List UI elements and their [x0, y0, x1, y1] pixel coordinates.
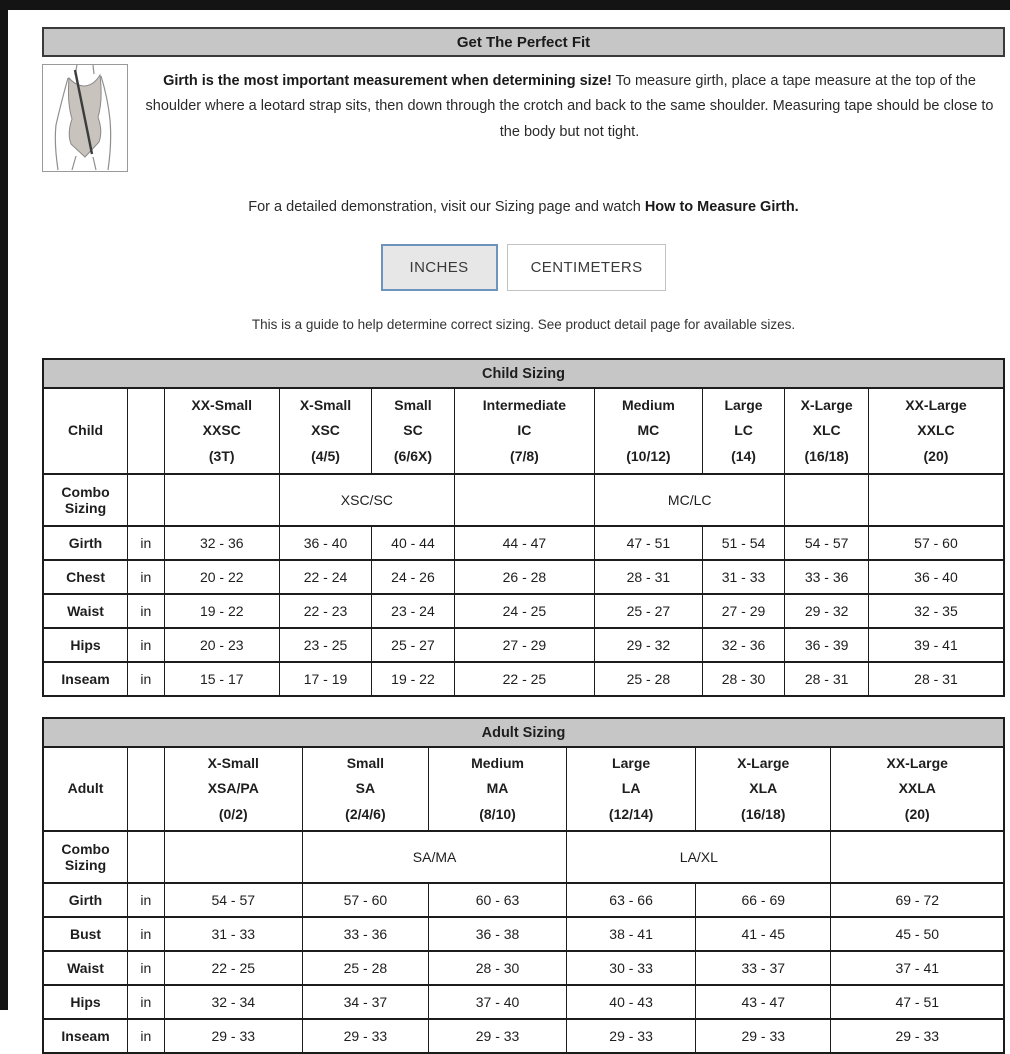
- row-label: Inseam: [43, 1019, 128, 1053]
- size-range-cell: 25 - 27: [372, 628, 455, 662]
- combo-sizing-label: Combo Sizing: [43, 831, 128, 883]
- size-range-cell: 37 - 41: [831, 951, 1004, 985]
- sizing-page-note: [42, 199, 1005, 215]
- unit-cell: in: [128, 594, 165, 628]
- size-range-cell: 28 - 30: [428, 951, 566, 985]
- unit-cell: in: [128, 951, 165, 985]
- size-range-cell: 19 - 22: [372, 662, 455, 696]
- size-numbers: (20): [923, 447, 949, 464]
- leotard-girth-diagram: [42, 64, 128, 172]
- size-range-cell: 19 - 22: [164, 594, 279, 628]
- unit-cell: in: [128, 1019, 165, 1053]
- centimeters-button[interactable]: CENTIMETERS: [507, 244, 667, 291]
- window-left-edge: [0, 10, 8, 1010]
- size-name: Large: [724, 397, 763, 414]
- girth-instructions-lead: Girth is the most important measurement when determining size!: [163, 73, 612, 89]
- size-name: Medium: [621, 397, 675, 414]
- combo-group-cell: SA/MA: [302, 831, 566, 883]
- size-name: Large: [612, 755, 651, 772]
- empty-cell: [454, 474, 594, 526]
- size-range-cell: 27 - 29: [702, 594, 785, 628]
- size-range-cell: 29 - 33: [567, 1019, 696, 1053]
- unit-toggle: [42, 244, 1005, 291]
- unit-header-cell: [128, 747, 165, 831]
- row-label: Hips: [43, 628, 128, 662]
- size-range-cell: 22 - 23: [279, 594, 371, 628]
- size-range-cell: 20 - 23: [164, 628, 279, 662]
- size-name: Medium: [471, 755, 524, 772]
- size-range-cell: 23 - 25: [279, 628, 371, 662]
- child-corner-label: Child: [43, 388, 128, 474]
- empty-cell: [164, 831, 302, 883]
- size-numbers: (20): [904, 805, 930, 822]
- size-range-cell: 29 - 33: [164, 1019, 302, 1053]
- sizing-guide-page: [42, 27, 1005, 1054]
- size-range-cell: 26 - 28: [454, 560, 594, 594]
- size-numbers: (12/14): [608, 805, 654, 822]
- size-numbers: (4/5): [311, 447, 340, 464]
- size-code: XXLC: [917, 422, 955, 439]
- column-header-xsa: [164, 747, 302, 831]
- size-range-cell: 36 - 40: [868, 560, 1004, 594]
- size-code: XLC: [812, 422, 841, 439]
- size-range-cell: 60 - 63: [428, 883, 566, 917]
- size-code: LC: [734, 422, 753, 439]
- size-numbers: (3T): [208, 447, 235, 464]
- size-code: XSA/PA: [207, 780, 259, 797]
- size-range-cell: 36 - 39: [785, 628, 869, 662]
- combo-group-cell: LA/XL: [567, 831, 831, 883]
- size-numbers: (8/10): [479, 805, 516, 822]
- unit-cell: in: [128, 526, 165, 560]
- size-range-cell: 17 - 19: [279, 662, 371, 696]
- size-range-cell: 40 - 43: [567, 985, 696, 1019]
- column-header-xxsc: [164, 388, 279, 474]
- size-range-cell: 29 - 33: [695, 1019, 831, 1053]
- empty-cell: [128, 474, 165, 526]
- unit-cell: in: [128, 662, 165, 696]
- column-header-sa: [302, 747, 428, 831]
- size-code: IC: [517, 422, 532, 439]
- size-name: Small: [394, 397, 432, 414]
- child-table-title: Child Sizing: [43, 359, 1004, 388]
- column-header-lc: [702, 388, 785, 474]
- size-numbers: (6/6X): [393, 447, 433, 464]
- size-range-cell: 51 - 54: [702, 526, 785, 560]
- size-name: X-Large: [800, 397, 853, 414]
- size-range-cell: 41 - 45: [695, 917, 831, 951]
- size-range-cell: 24 - 25: [454, 594, 594, 628]
- page-title-bar: [42, 27, 1005, 57]
- size-name: X-Small: [299, 397, 352, 414]
- column-header-xsc: [279, 388, 371, 474]
- row-label: Girth: [43, 526, 128, 560]
- size-code: XSC: [311, 422, 340, 439]
- unit-cell: in: [128, 560, 165, 594]
- demo-note-bold: How to Measure Girth.: [644, 199, 799, 215]
- page-title: Get The Perfect Fit: [456, 33, 591, 51]
- size-range-cell: 33 - 36: [302, 917, 428, 951]
- empty-cell: [831, 831, 1004, 883]
- girth-instructions-body: To measure girth, place a tape measure at the top of the shoulder where a leotard strap sits, then down through the crotch and back to the same shoulder. Measuring tape should be close to the body but not tight.: [145, 73, 994, 140]
- adult-corner-label: Adult: [43, 747, 128, 831]
- size-range-cell: 32 - 34: [164, 985, 302, 1019]
- combo-sizing-label: Combo Sizing: [43, 474, 128, 526]
- size-range-cell: 22 - 25: [164, 951, 302, 985]
- column-header-mc: [595, 388, 703, 474]
- row-label: Hips: [43, 985, 128, 1019]
- size-range-cell: 22 - 24: [279, 560, 371, 594]
- girth-instructions: [128, 64, 1005, 172]
- demo-note-text: For a detailed demonstration, visit our Sizing page and watch: [248, 199, 645, 215]
- column-header-la: [567, 747, 696, 831]
- size-range-cell: 25 - 28: [595, 662, 703, 696]
- size-numbers: (2/4/6): [345, 805, 386, 822]
- size-range-cell: 63 - 66: [567, 883, 696, 917]
- size-range-cell: 29 - 32: [595, 628, 703, 662]
- leotard-figure-icon: [43, 65, 127, 171]
- size-numbers: (7/8): [510, 447, 539, 464]
- size-range-cell: 43 - 47: [695, 985, 831, 1019]
- size-range-cell: 57 - 60: [302, 883, 428, 917]
- size-range-cell: 47 - 51: [831, 985, 1004, 1019]
- size-name: XX-Large: [886, 755, 948, 772]
- row-label: Bust: [43, 917, 128, 951]
- column-header-xxla: [831, 747, 1004, 831]
- size-code: MA: [486, 780, 509, 797]
- size-range-cell: 28 - 31: [595, 560, 703, 594]
- size-range-cell: 54 - 57: [785, 526, 869, 560]
- size-range-cell: 29 - 33: [831, 1019, 1004, 1053]
- unit-cell: in: [128, 883, 165, 917]
- empty-cell: [128, 831, 165, 883]
- size-range-cell: 25 - 28: [302, 951, 428, 985]
- empty-cell: [868, 474, 1004, 526]
- size-range-cell: 33 - 36: [785, 560, 869, 594]
- size-range-cell: 66 - 69: [695, 883, 831, 917]
- row-label: Chest: [43, 560, 128, 594]
- size-range-cell: 32 - 36: [702, 628, 785, 662]
- size-range-cell: 32 - 36: [164, 526, 279, 560]
- column-header-xlc: [785, 388, 869, 474]
- size-range-cell: 54 - 57: [164, 883, 302, 917]
- size-range-cell: 15 - 17: [164, 662, 279, 696]
- size-name: Small: [346, 755, 385, 772]
- size-numbers: (16/18): [804, 447, 849, 464]
- size-range-cell: 29 - 32: [785, 594, 869, 628]
- row-label: Waist: [43, 951, 128, 985]
- size-range-cell: 36 - 38: [428, 917, 566, 951]
- empty-cell: [164, 474, 279, 526]
- size-range-cell: 57 - 60: [868, 526, 1004, 560]
- size-range-cell: 30 - 33: [567, 951, 696, 985]
- sizing-guide-note: This is a guide to help determine correct sizing. See product detail page for available sizes.: [251, 317, 796, 332]
- size-name: X-Large: [737, 755, 790, 772]
- size-range-cell: 33 - 37: [695, 951, 831, 985]
- size-code: XLA: [749, 780, 778, 797]
- size-range-cell: 69 - 72: [831, 883, 1004, 917]
- size-range-cell: 22 - 25: [454, 662, 594, 696]
- column-header-ma: [428, 747, 566, 831]
- size-range-cell: 29 - 33: [302, 1019, 428, 1053]
- column-header-ic: [454, 388, 594, 474]
- size-code: XXLA: [898, 780, 936, 797]
- size-code: XXSC: [202, 422, 241, 439]
- size-name: Intermediate: [482, 397, 567, 414]
- size-range-cell: 36 - 40: [279, 526, 371, 560]
- size-name: XX-Large: [905, 397, 967, 414]
- unit-cell: in: [128, 985, 165, 1019]
- girth-intro-section: [42, 64, 1005, 172]
- size-numbers: (16/18): [741, 805, 786, 822]
- size-range-cell: 40 - 44: [372, 526, 455, 560]
- size-range-cell: 23 - 24: [372, 594, 455, 628]
- size-range-cell: 32 - 35: [868, 594, 1004, 628]
- size-range-cell: 24 - 26: [372, 560, 455, 594]
- row-label: Inseam: [43, 662, 128, 696]
- size-name: XX-Small: [191, 397, 253, 414]
- unit-cell: in: [128, 917, 165, 951]
- size-range-cell: 34 - 37: [302, 985, 428, 1019]
- size-numbers: (14): [731, 447, 756, 464]
- size-range-cell: 28 - 31: [868, 662, 1004, 696]
- size-code: LA: [621, 780, 641, 797]
- column-header-xla: [695, 747, 831, 831]
- adult-sizing-table: [42, 717, 1005, 1054]
- combo-group-cell: XSC/SC: [279, 474, 454, 526]
- size-range-cell: 44 - 47: [454, 526, 594, 560]
- unit-cell: in: [128, 628, 165, 662]
- size-range-cell: 28 - 31: [785, 662, 869, 696]
- size-range-cell: 37 - 40: [428, 985, 566, 1019]
- size-range-cell: 29 - 33: [428, 1019, 566, 1053]
- column-header-sc: [372, 388, 455, 474]
- size-code: SC: [403, 422, 423, 439]
- size-range-cell: 31 - 33: [164, 917, 302, 951]
- row-label: Waist: [43, 594, 128, 628]
- empty-cell: [785, 474, 869, 526]
- size-range-cell: 45 - 50: [831, 917, 1004, 951]
- size-code: MC: [637, 422, 660, 439]
- child-sizing-table: [42, 358, 1005, 697]
- size-name: X-Small: [207, 755, 259, 772]
- size-range-cell: 38 - 41: [567, 917, 696, 951]
- size-range-cell: 20 - 22: [164, 560, 279, 594]
- unit-header-cell: [128, 388, 165, 474]
- combo-group-cell: MC/LC: [595, 474, 785, 526]
- size-range-cell: 28 - 30: [702, 662, 785, 696]
- size-code: SA: [355, 780, 376, 797]
- inches-button[interactable]: INCHES: [381, 244, 498, 291]
- size-range-cell: 39 - 41: [868, 628, 1004, 662]
- size-range-cell: 27 - 29: [454, 628, 594, 662]
- size-range-cell: 25 - 27: [595, 594, 703, 628]
- size-numbers: (0/2): [218, 805, 248, 822]
- adult-table-title: Adult Sizing: [43, 718, 1004, 747]
- size-range-cell: 31 - 33: [702, 560, 785, 594]
- row-label: Girth: [43, 883, 128, 917]
- size-numbers: (10/12): [626, 447, 671, 464]
- window-top-edge: [0, 0, 1010, 10]
- size-range-cell: 47 - 51: [595, 526, 703, 560]
- column-header-xxlc: [868, 388, 1004, 474]
